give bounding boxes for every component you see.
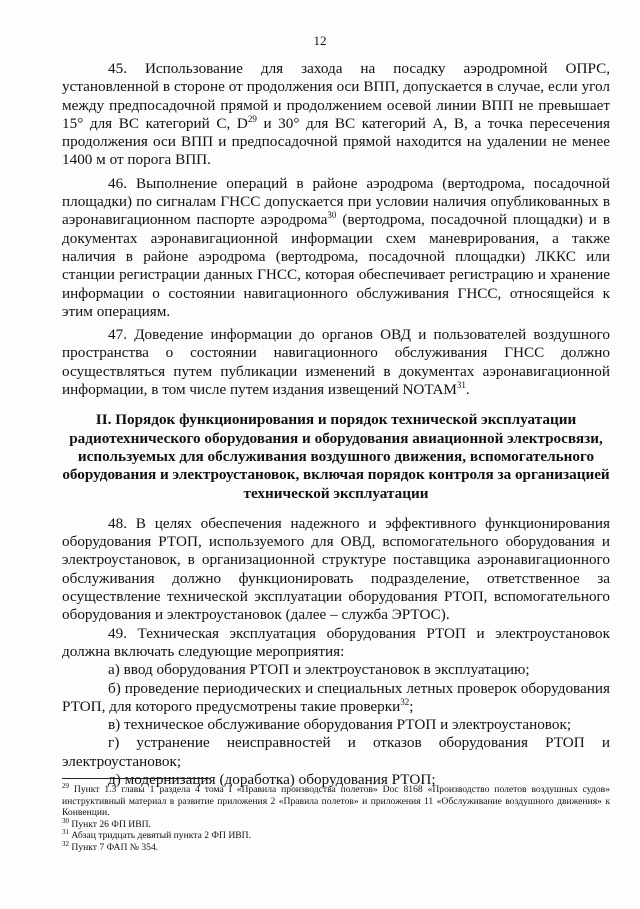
footnote-ref-30[interactable]: 30 bbox=[327, 210, 337, 221]
paragraph-47 bbox=[62, 326, 610, 399]
list-item-b bbox=[62, 680, 610, 717]
list-item-d: д) модернизация (доработка) оборудования РТОП; bbox=[108, 770, 436, 788]
paragraph-46-text-end: (вертодрома, посадочной площадки) и в документах аэронавигационной информации схем маневрирования, а также наличия в районе аэродрома (вертодрома, посадочной площадки) ЛККС или станции регистрации данных ГНСС, которая обеспечивает регистрацию и хранение информации о состоянии навигационного обслуживания ГНСС, относящейся к этим операциям. bbox=[62, 211, 610, 320]
footnote-ref-31[interactable]: 31 bbox=[456, 379, 466, 390]
footnote-text: Абзац тридцать девятый пункта 2 ФП ИВП. bbox=[69, 830, 251, 842]
list-item-b-text: б) проведение периодических и специальных летных проверок оборудования РТОП, для которого предусмотрены такие проверки bbox=[62, 679, 610, 715]
paragraph-45 bbox=[62, 60, 610, 170]
footnotes bbox=[62, 778, 610, 854]
page-number: 12 bbox=[313, 33, 327, 48]
list-item-g: г) устранение неисправностей и отказов оборудования РТОП и электроустановок; bbox=[62, 734, 610, 770]
footnote-30 bbox=[62, 816, 610, 831]
footnote-29 bbox=[62, 781, 610, 819]
footnote-31 bbox=[62, 830, 610, 842]
body-text bbox=[62, 60, 610, 789]
section-heading: II. Порядок функционирования и порядок технической эксплуатации радиотехнического оборудования и оборудования авиационной электросвязи, используемых для обслуживания воздушного движения, вспомогательного оборудования и электроустановок, включая порядок контроля за организацией технической эксплуатации bbox=[62, 411, 610, 502]
footnote-ref-32[interactable]: 32 bbox=[400, 696, 410, 707]
paragraph-47-text-start: 47. Доведение информации до органов ОВД и пользователей воздушного пространства о состоянии навигационного обслуживания ГНСС должно осуществляться путем публикации изменений в документах аэронавигационной информации, в том числе путем издания извещений NOTAM bbox=[62, 326, 610, 399]
list-item-b-end: ; bbox=[409, 697, 414, 715]
footnote-number: 31 bbox=[62, 828, 69, 837]
footnote-text: Пункт 26 ФП ИВП. bbox=[69, 818, 151, 830]
footnote-ref-29[interactable]: 29 bbox=[247, 113, 257, 124]
paragraph-45-text-end: и 30° для ВС категорий A, B, а точка пересечения продолжения оси ВПП и предпосадочной прямой находится на удалении не менее 1400 м от порога ВПП. bbox=[62, 114, 610, 169]
list-item-v: в) техническое обслуживание оборудования РТОП и электроустановок; bbox=[108, 716, 572, 734]
footnote-text: Пункт 7 ФАП № 354. bbox=[69, 841, 159, 853]
footnote-divider bbox=[62, 778, 210, 779]
footnote-number: 30 bbox=[62, 816, 69, 825]
paragraph-46-text-start: 46. Выполнение операций в районе аэродрома (вертодрома, посадочной площадки) по сигналам ГНСС допускается при условии наличия опубликованных в аэронавигационном паспорте аэродрома bbox=[62, 174, 610, 229]
paragraph-48: 48. В целях обеспечения надежного и эффективного функционирования оборудования РТОП, используемого для ОВД, вспомогательного оборудования и электроустановок, в организационной структуре поставщика аэронавигационного обслуживания должно функционировать подразделение, ответственное за осуществление технической эксплуатации оборудования РТОП, вспомогательного оборудования и электроустановок (далее – служба ЭРТОС). bbox=[62, 514, 610, 624]
paragraph-45-text-start: 45. Использование для захода на посадку аэродромной ОПРС, установленной в стороне от продолжения оси ВПП, допускается в случае, если угол между предпосадочной прямой и продолжением осевой линии ВПП не превышает 15° для ВС категорий C, D bbox=[62, 60, 610, 132]
footnote-text: Пункт 1.3 главы 1 раздела 4 тома I «Правила производства полетов» Doc 8168 «Производство полетов воздушных судов» инструктивный материал в развитие приложения 2 «Правила полетов» и приложения 11 «Обслуживание воздушного движения» к Конвенции. bbox=[62, 784, 610, 819]
paragraph-46 bbox=[62, 175, 610, 321]
paragraph-47-text-end: . bbox=[465, 381, 470, 399]
paragraph-49: 49. Техническая эксплуатация оборудования РТОП и электроустановок должна включать следующие мероприятия: bbox=[62, 624, 610, 660]
footnote-number: 29 bbox=[62, 781, 69, 790]
footnote-number: 32 bbox=[62, 839, 69, 848]
list-item-a: а) ввод оборудования РТОП и электроустановок в эксплуатацию; bbox=[108, 661, 530, 679]
footnote-32 bbox=[62, 839, 610, 854]
